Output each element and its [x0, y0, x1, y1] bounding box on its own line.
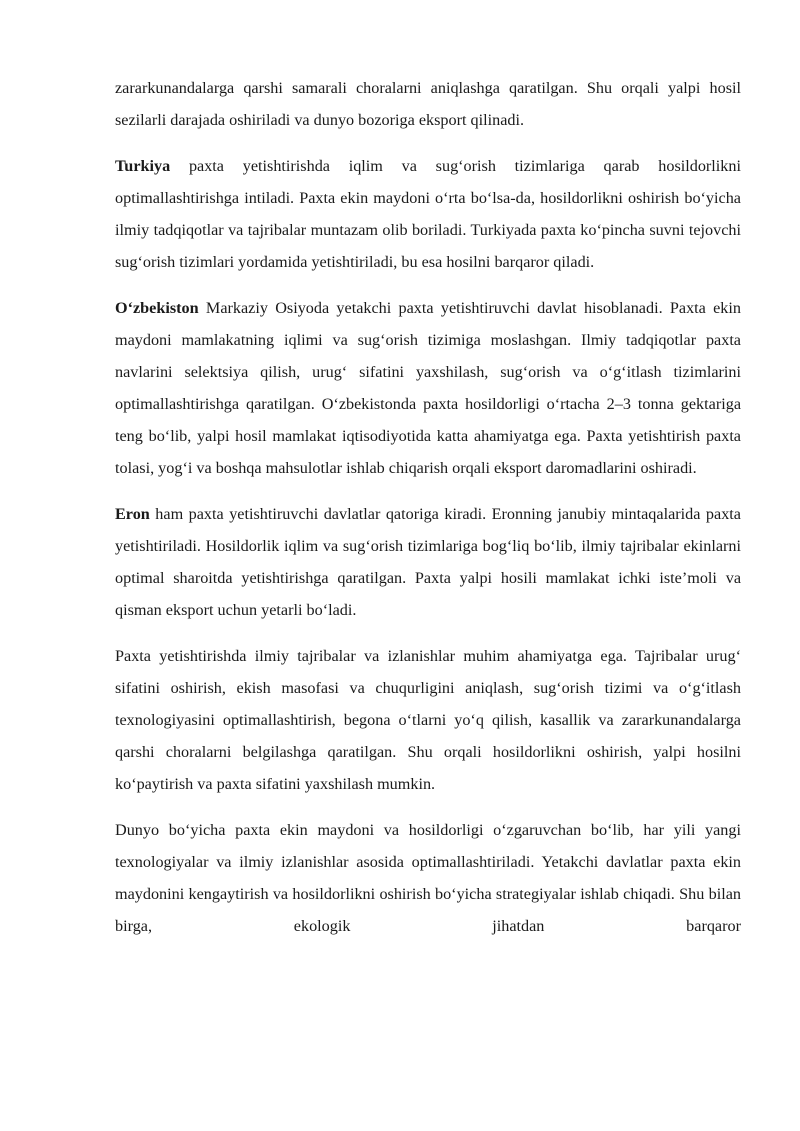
- paragraph-intro-continued: [115, 72, 741, 136]
- paragraph-text: zararkunandalarga qarshi samarali choralarni aniqlashga qaratilgan. Shu orqali yalpi hosil sezilarli darajada oshiriladi va dunyo bozoriga eksport qilinadi.: [115, 79, 741, 129]
- paragraph-text: paxta yetishtirishda iqlim va sug‘orish tizimlariga qarab hosildorlikni optimallashtirishga intiladi. Paxta ekin maydoni o‘rta bo‘lsa-da, hosildorlikni oshirish bo‘yicha ilmiy tadqiqotlar va tajribalar muntazam olib boriladi. Turkiyada paxta ko‘pincha suvni tejovchi sug‘orish tizimlari yordamida yetishtiriladi, bu esa hosilni barqaror qiladi.: [115, 157, 741, 271]
- paragraph-eron: [115, 498, 741, 626]
- paragraph-turkiya: [115, 150, 741, 278]
- paragraph-world-overview: [115, 814, 741, 942]
- paragraph-experiments: [115, 640, 741, 800]
- document-body: [115, 72, 741, 956]
- paragraph-lead-ozbekiston: O‘zbekiston: [115, 299, 199, 317]
- paragraph-text: Dunyo bo‘yicha paxta ekin maydoni va hosildorligi o‘zgaruvchan bo‘lib, har yili yangi texnologiyalar va ilmiy izlanishlar asosida optimallashtiriladi. Yetakchi davlatlar paxta ekin maydonini kengaytirish va hosildorlikni oshirish bo‘yicha strategiyalar ishlab chiqadi. Shu bilan birga, ekologik jihatdan barqaror: [115, 821, 741, 935]
- paragraph-ozbekiston: [115, 292, 741, 484]
- paragraph-lead-eron: Eron: [115, 505, 150, 523]
- paragraph-text: Paxta yetishtirishda ilmiy tajribalar va izlanishlar muhim ahamiyatga ega. Tajribalar urug‘ sifatini oshirish, ekish masofasi va chuqurligini aniqlash, sug‘orish tizimi va o‘g‘itlash texnologiyasini optimallashtirish, begona o‘tlarni yo‘q qilish, kasallik va zararkunandalarga qarshi choralarni belgilashga qaratilgan. Shu orqali hosildorlikni oshirish, yalpi hosilni ko‘paytirish va paxta sifatini yaxshilash mumkin.: [115, 647, 741, 793]
- paragraph-text: ham paxta yetishtiruvchi davlatlar qatoriga kiradi. Eronning janubiy mintaqalarida paxta yetishtiriladi. Hosildorlik iqlim va sug‘orish tizimlariga bog‘liq bo‘lib, ilmiy tajribalar ekinlarni optimal sharoitda yetishtirishga qaratilgan. Paxta yalpi hosili mamlakat ichki iste’moli va qisman eksport uchun yetarli bo‘ladi.: [115, 505, 741, 619]
- paragraph-lead-turkiya: Turkiya: [115, 157, 171, 175]
- paragraph-text: Markaziy Osiyoda yetakchi paxta yetishtiruvchi davlat hisoblanadi. Paxta ekin maydoni mamlakatning iqlimi va sug‘orish tizimiga moslashgan. Ilmiy tadqiqotlar paxta navlarini selektsiya qilish, urug‘ sifatini yaxshilash, sug‘orish va o‘g‘itlash tizimlarini optimallashtirishga qaratilgan. O‘zbekistonda paxta hosildorligi o‘rtacha 2–3 tonna gektariga teng bo‘lib, yalpi hosil mamlakat iqtisodiyotida katta ahamiyatga ega. Paxta yetishtirish paxta tolasi, yog‘i va boshqa mahsulotlar ishlab chiqarish orqali eksport daromadlarini oshiradi.: [115, 299, 741, 477]
